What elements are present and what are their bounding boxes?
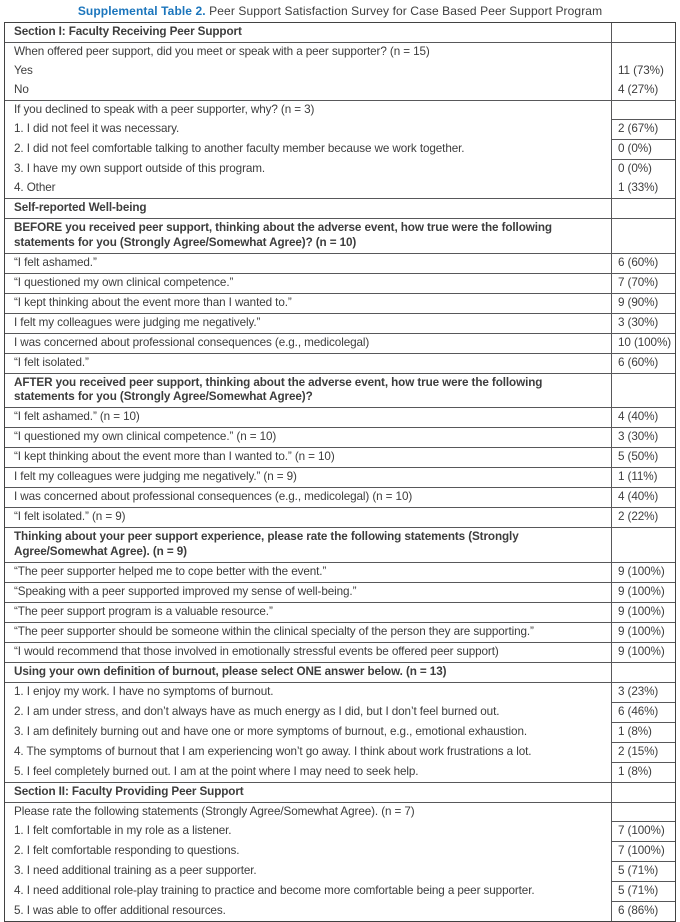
value-cell: 2 (67%) <box>612 120 675 140</box>
statement-cell: “I would recommend that those involved in emotionally stressful events be offered peer support) <box>5 643 612 662</box>
statement-cell: “The peer supporter should be someone within the clinical specialty of the person they are supporting.” <box>5 623 612 642</box>
statement-cell: “I questioned my own clinical competence.” (n = 10) <box>5 428 612 447</box>
statement-cell: 2. I felt comfortable responding to questions. <box>5 842 612 862</box>
statement-cell: Yes <box>5 62 612 81</box>
value-cell: 6 (60%) <box>618 355 659 369</box>
value-cell: 2 (15%) <box>612 743 675 763</box>
statement-cell: 3. I am definitely burning out and have one or more symptoms of burnout, e.g., emotional exhaustion. <box>5 723 612 743</box>
value-cell: 9 (100%) <box>618 564 665 578</box>
table-row <box>5 468 675 488</box>
statement-cell: 4. I need additional role-play training to practice and become more comfortable being a peer supporter. <box>5 882 612 902</box>
statement-cell: I was concerned about professional consequences (e.g., medicolegal) <box>5 334 612 353</box>
value-cell: 3 (23%) <box>612 683 675 703</box>
statement-cell: 1. I did not feel it was necessary. <box>5 120 612 140</box>
statement-cell: I felt my colleagues were judging me negatively.” <box>5 314 612 333</box>
statement-cell: “Speaking with a peer supported improved my sense of well-being.” <box>5 583 612 602</box>
statement-cell: “I felt ashamed.” (n = 10) <box>5 408 612 427</box>
table-row <box>5 803 675 822</box>
value-cell: 7 (100%) <box>612 842 675 862</box>
value-cell: 4 (40%) <box>618 410 659 423</box>
table-row <box>5 643 675 663</box>
statement-cell: Self-reported Well-being <box>5 199 612 218</box>
statement-cell: 1. I felt comfortable in my role as a listener. <box>5 822 612 842</box>
statement-cell: Section II: Faculty Providing Peer Support <box>5 783 612 802</box>
table-row <box>5 508 675 528</box>
statement-cell: Using your own definition of burnout, please select ONE answer below. (n = 13) <box>5 663 612 682</box>
table-row <box>5 219 675 254</box>
table-row <box>5 294 675 314</box>
statement-cell: “I felt isolated.” (n = 9) <box>5 508 612 527</box>
section-header-row <box>5 23 675 43</box>
value-cell <box>612 528 675 562</box>
table-row <box>5 274 675 294</box>
value-cell: 1 (11%) <box>618 470 658 483</box>
statement-cell: “The peer supporter helped me to cope better with the event.” <box>5 563 612 582</box>
value-cell <box>612 101 675 120</box>
table-row <box>5 862 675 882</box>
value-cell: 7 (100%) <box>612 822 675 842</box>
table-caption-text: Peer Support Satisfaction Survey for Case Based Peer Support Program <box>209 4 603 18</box>
value-cell <box>612 783 675 802</box>
statement-cell: 5. I was able to offer additional resources. <box>5 902 612 921</box>
statement-cell: “I felt isolated.” <box>5 354 612 373</box>
table-row <box>5 448 675 468</box>
value-cell: 6 (60%) <box>618 255 659 269</box>
statement-cell: 2. I am under stress, and don’t always have as much energy as I did, but I don’t feel burned out. <box>5 703 612 723</box>
value-cell: 4 (27%) <box>618 83 659 96</box>
section-header-row <box>5 783 675 803</box>
statement-cell: Section I: Faculty Receiving Peer Support <box>5 23 612 42</box>
value-cell <box>612 23 675 42</box>
value-cell <box>612 43 675 62</box>
table-row <box>5 822 675 842</box>
value-cell: 5 (71%) <box>612 862 675 882</box>
table-row <box>5 663 675 683</box>
statement-cell: “I kept thinking about the event more than I wanted to.” (n = 10) <box>5 448 612 467</box>
table-caption-label: Supplemental Table 2. <box>77 4 206 18</box>
value-cell: 1 (8%) <box>618 764 652 778</box>
table-row <box>5 703 675 723</box>
value-cell: 3 (30%) <box>618 430 659 443</box>
statement-cell: Thinking about your peer support experience, please rate the following statements (Strongly Agree/Somewhat Agree). (n = 9) <box>5 528 612 562</box>
value-cell: 10 (100%) <box>618 335 672 349</box>
statement-cell: “I questioned my own clinical competence.” <box>5 274 612 293</box>
table-row <box>5 603 675 623</box>
table-row <box>5 882 675 902</box>
table-row <box>5 428 675 448</box>
value-cell: 5 (71%) <box>612 882 675 902</box>
value-cell: 1 (33%) <box>618 181 659 194</box>
value-cell: 6 (86%) <box>618 903 659 917</box>
table-caption <box>0 0 680 22</box>
statement-cell: I was concerned about professional consequences (e.g., medicolegal) (n = 10) <box>5 488 612 507</box>
value-cell: 9 (90%) <box>618 295 659 309</box>
value-cell: 2 (22%) <box>618 510 659 523</box>
table-row <box>5 81 675 101</box>
statement-cell: 3. I need additional training as a peer supporter. <box>5 862 612 882</box>
value-cell: 0 (0%) <box>618 162 652 175</box>
statement-cell: No <box>5 81 612 100</box>
value-cell: 6 (46%) <box>612 703 675 723</box>
table-row <box>5 120 675 140</box>
table-row <box>5 623 675 643</box>
table-row <box>5 723 675 743</box>
value-cell: 9 (100%) <box>618 624 665 638</box>
value-cell: 9 (100%) <box>618 644 665 658</box>
statement-cell: 3. I have my own support outside of this program. <box>5 160 612 179</box>
table-row <box>5 62 675 81</box>
value-cell <box>612 199 675 218</box>
value-cell <box>612 374 675 408</box>
value-cell: 1 (8%) <box>612 723 675 743</box>
table-row <box>5 179 675 199</box>
table-row <box>5 563 675 583</box>
statement-cell: AFTER you received peer support, thinking about the adverse event, how true were the following statements for you (Strongly Agree/Somewhat Agree)? <box>5 374 612 408</box>
table-row <box>5 902 675 921</box>
statement-cell: Please rate the following statements (Strongly Agree/Somewhat Agree). (n = 7) <box>5 803 612 822</box>
value-cell <box>612 663 675 682</box>
statement-cell: 5. I feel completely burned out. I am at the point where I may need to seek help. <box>5 763 612 782</box>
statement-cell: 4. Other <box>5 179 612 198</box>
statement-cell: “I kept thinking about the event more than I wanted to.” <box>5 294 612 313</box>
value-cell: 4 (40%) <box>618 490 659 503</box>
statement-cell: If you declined to speak with a peer supporter, why? (n = 3) <box>5 101 612 120</box>
table-row <box>5 314 675 334</box>
statement-cell: I felt my colleagues were judging me negatively.” (n = 9) <box>5 468 612 487</box>
table-row <box>5 254 675 274</box>
table-row <box>5 488 675 508</box>
statement-cell: When offered peer support, did you meet or speak with a peer supporter? (n = 15) <box>5 43 612 62</box>
table-row <box>5 683 675 703</box>
statement-cell: 4. The symptoms of burnout that I am experiencing won’t go away. I think about work frustrations a lot. <box>5 743 612 763</box>
value-cell: 9 (100%) <box>618 584 665 598</box>
value-cell: 11 (73%) <box>618 64 664 77</box>
statement-cell: “I felt ashamed.” <box>5 254 612 273</box>
table-row <box>5 842 675 862</box>
table-row <box>5 743 675 763</box>
statement-cell: 1. I enjoy my work. I have no symptoms of burnout. <box>5 683 612 703</box>
value-cell <box>612 219 675 253</box>
table-row <box>5 354 675 374</box>
table-row <box>5 160 675 179</box>
survey-table <box>4 22 676 922</box>
value-cell: 0 (0%) <box>612 140 675 160</box>
table-row <box>5 140 675 160</box>
table-row <box>5 408 675 428</box>
value-cell: 7 (70%) <box>618 275 659 289</box>
statement-cell: “The peer support program is a valuable resource.” <box>5 603 612 622</box>
section-header-row <box>5 199 675 219</box>
table-row <box>5 101 675 120</box>
table-row <box>5 334 675 354</box>
value-cell: 3 (30%) <box>618 315 659 329</box>
table-row <box>5 763 675 783</box>
table-row <box>5 528 675 563</box>
table-row <box>5 583 675 603</box>
value-cell: 5 (50%) <box>618 450 659 463</box>
statement-cell: 2. I did not feel comfortable talking to another faculty member because we work together. <box>5 140 612 160</box>
table-row <box>5 374 675 409</box>
value-cell <box>612 803 675 822</box>
statement-cell: BEFORE you received peer support, thinking about the adverse event, how true were the following statements for you (Strongly Agree/Somewhat Agree)? (n = 10) <box>5 219 612 253</box>
table-row <box>5 43 675 62</box>
value-cell: 9 (100%) <box>618 604 665 618</box>
